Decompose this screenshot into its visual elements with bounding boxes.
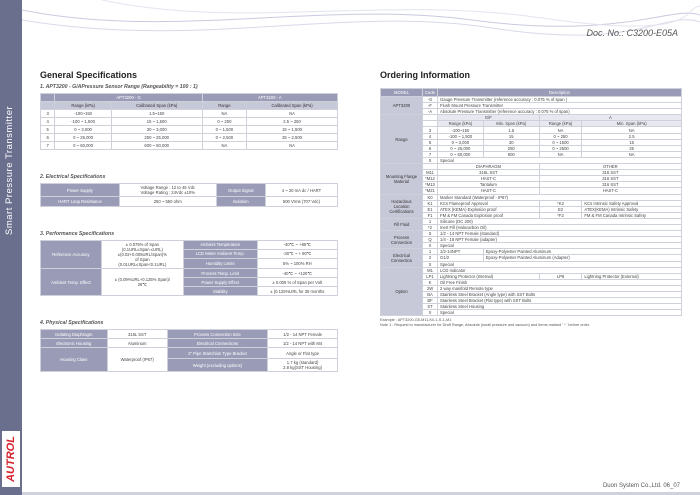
table-cell: 5 — [41, 126, 55, 134]
table-cell: Power Supply — [41, 184, 120, 197]
table-cell: HAST-C — [539, 188, 681, 194]
table-cell: 2.5 ~ 250 — [247, 118, 338, 126]
table-cell: Mounting Flange Material — [381, 164, 423, 194]
table-row — [41, 118, 338, 126]
table-cell: 1/2 - 14 NPT Female (standard) — [438, 231, 682, 237]
table-cell: E2 — [539, 206, 582, 212]
table-cell — [41, 94, 55, 102]
table-cell: LP1 — [423, 273, 438, 279]
ordering-information — [380, 70, 682, 328]
table-cell: 0 ~ 2500 — [539, 145, 582, 151]
table-cell: KCs Flameproof Approval — [438, 200, 540, 206]
table-cell: -40℃ ~ +85℃ — [257, 241, 337, 250]
table-row — [41, 269, 338, 278]
table-cell: G1/2 — [438, 255, 484, 261]
table-cell: FM & FM Canada Intrinsic Safety — [582, 212, 682, 218]
physical-table — [40, 329, 338, 372]
table-cell: 0 ~ 3,000 — [55, 126, 111, 134]
table-cell: G/F — [438, 115, 540, 121]
table-cell: APT3200 - G — [55, 94, 202, 102]
table-cell: NA — [247, 142, 338, 150]
table-cell: Silicone (DC 200) — [438, 218, 682, 224]
table-row — [381, 89, 682, 97]
table-cell: Special — [438, 157, 682, 163]
table-cell: 250 ~ 550 ohm — [119, 197, 216, 207]
table-cell: -100~150 — [438, 127, 484, 133]
table-cell: Description — [438, 89, 682, 97]
s3-heading: 3. Performance Specifications — [40, 231, 115, 237]
table-cell: 2 — [423, 255, 438, 261]
table-cell: Process Temp. Limit — [183, 269, 257, 278]
table-cell: 316 SST — [539, 182, 681, 188]
table-cell: 30 — [483, 139, 539, 145]
table-row — [41, 94, 338, 102]
table-cell: 2W — [423, 285, 438, 291]
table-cell: Ambient Temp. Effect — [41, 269, 102, 296]
table-cell: Min. Span (kPa) — [582, 121, 682, 127]
table-cell: Calibrated Span (kPa) — [111, 102, 202, 110]
table-cell: ± (0.09%URL+0.125% Span)/ 28℃ — [101, 269, 183, 296]
table-cell: F1 — [423, 212, 438, 218]
table-cell: BA — [423, 292, 438, 298]
footer-text: Duon System Co.,Ltd. 06_07 — [602, 483, 680, 489]
table-cell: Q — [423, 237, 438, 243]
s2-heading: 2. Electrical Specifications — [40, 174, 106, 180]
table-cell: X — [423, 310, 438, 316]
table-cell: *F2 — [539, 212, 582, 218]
table-row — [41, 241, 338, 250]
table-cell: ATEX(KEMA) Intrinsic Safety — [582, 206, 682, 212]
table-cell: Marker Standard (Waterproof - IP67) — [438, 194, 682, 200]
table-cell: 2" Pipe Stanchion Type Bracket — [167, 348, 267, 359]
table-cell: Oil Free Finish — [438, 279, 682, 285]
table-cell: 0 ~ 2,500 — [202, 134, 246, 142]
table-cell: Inert Fill (Halocarbon Oil) — [438, 224, 682, 230]
sidebar — [0, 0, 22, 495]
table-cell: ATEX (KEMA) Explosion proof — [438, 206, 540, 212]
table-cell: MODEL — [381, 89, 423, 97]
table-cell: Range — [381, 115, 423, 164]
table-cell: Special — [438, 243, 682, 249]
table-cell: Stainless Steel Bracket (Angle type) with SST Bolts — [438, 292, 682, 298]
table-cell: Range (kPa) — [539, 121, 582, 127]
table-cell: -G — [423, 97, 438, 103]
table-cell: Electrical Connection — [381, 249, 423, 267]
table-cell — [41, 102, 55, 110]
table-cell: Epoxy-Polyester Painted Aluminum (Adapter) — [483, 255, 681, 261]
table-cell: 600 — [483, 151, 539, 157]
table-cell: 0 ~ 250 — [202, 118, 246, 126]
table-cell: OTHER — [539, 164, 681, 170]
table-cell: 316 SST — [539, 170, 681, 176]
table-cell: 0 ~ 60,000 — [438, 151, 484, 157]
performance-table — [40, 240, 338, 296]
electrical-table — [40, 183, 338, 207]
table-cell: Humidity Limits — [183, 259, 257, 269]
table-cell: M11 — [423, 170, 438, 176]
table-cell: APT3200 - A — [202, 94, 337, 102]
sensor-range-table — [40, 93, 338, 150]
table-cell: 2.5 — [582, 133, 682, 139]
table-cell: BF — [423, 298, 438, 304]
table-cell: Isolation — [216, 197, 265, 207]
table-cell: 7 — [41, 142, 55, 150]
table-cell: 1/4 - 18 NPT Female (adapter) — [438, 237, 682, 243]
table-cell: 1 — [423, 218, 438, 224]
table-cell: Tantalum — [438, 182, 540, 188]
table-cell: 500 Vrms (707 Vdc) — [265, 197, 337, 207]
table-cell: Voltage Range : 12 to 45 Vdc Voltage Rating : 24Vdc ±10% — [119, 184, 216, 197]
table-cell: NA — [539, 151, 582, 157]
table-cell: 4 — [41, 118, 55, 126]
table-row — [41, 102, 338, 110]
table-cell: Special — [438, 261, 682, 267]
table-cell: ± 0.005 % of Span per Volt — [257, 278, 337, 287]
table-cell: 25 — [582, 145, 682, 151]
table-row — [41, 142, 338, 150]
table-cell: *K2 — [539, 200, 582, 206]
section-title: Ordering Information — [380, 70, 470, 80]
table-cell: 0 ~ 1,500 — [202, 126, 246, 134]
table-cell: Lightning Protector (Internal) — [438, 273, 540, 279]
table-cell: 1 — [423, 249, 438, 255]
table-cell: 1/2 - 14 NPT Female — [268, 330, 338, 339]
table-cell: -30℃ ~ + 80℃ — [257, 249, 337, 259]
table-cell: HAST-C — [438, 188, 540, 194]
table-cell: Gauge Pressure Transmitter (reference accuracy : 0.075 % of span ) — [438, 97, 682, 103]
table-cell: 0 ~ 25,000 — [438, 145, 484, 151]
table-cell: Ambient Temperature — [183, 241, 257, 250]
table-cell: LP8 — [539, 273, 582, 279]
table-cell: Fill Fluid — [381, 218, 423, 230]
table-cell: Process Connection Size — [167, 330, 267, 339]
table-cell: -100 ~ 1,500 — [438, 133, 484, 139]
table-cell: Range (kPa) — [438, 121, 484, 127]
s4-heading: 4. Physical Specifications — [40, 320, 104, 326]
table-cell: 6 — [423, 145, 438, 151]
table-row — [41, 126, 338, 134]
table-cell: Hazardous Location Certifications — [381, 194, 423, 218]
table-cell: X — [423, 261, 438, 267]
table-cell: E1 — [423, 206, 438, 212]
table-cell: NA — [582, 151, 682, 157]
table-cell: LCD Indicator — [438, 267, 682, 273]
table-cell: 3 — [423, 127, 438, 133]
table-cell: 0 ~ 25,000 — [55, 134, 111, 142]
table-cell: Waterproof (IP67) — [107, 348, 167, 372]
table-cell: LCD Meter Ambient Temp. — [183, 249, 257, 259]
table-cell: Reference Accuracy — [41, 241, 102, 269]
table-cell: -F — [423, 103, 438, 109]
table-cell: Weight (excluding options) — [167, 359, 267, 372]
table-cell: Electrical Connections — [167, 339, 267, 348]
table-cell: *2 — [423, 224, 438, 230]
table-cell: -100~150 — [55, 110, 111, 118]
section-title: General Specifications — [40, 70, 138, 80]
table-cell: NA — [202, 142, 246, 150]
table-cell: FM & FM Canada Explosion proof — [438, 212, 540, 218]
table-cell: A — [539, 115, 681, 121]
table-cell: 15 — [582, 139, 682, 145]
table-row — [41, 348, 338, 359]
table-cell: 4 — [423, 133, 438, 139]
s1-heading: 1. APT3200 - G/APressure Sensor Range (Rangeability = 100 : 1) — [40, 84, 198, 90]
table-cell: ST — [423, 304, 438, 310]
table-cell: X — [423, 243, 438, 249]
table-cell: Electronic Housing — [41, 339, 108, 348]
table-cell: M1 — [423, 267, 438, 273]
table-cell: Stainless Steel Bracket (Flat type) with SST Bolts — [438, 298, 682, 304]
table-cell: Option — [381, 267, 423, 316]
table-cell: Flush Mount Pressure Transmitter — [438, 103, 682, 109]
table-cell: -A — [423, 109, 438, 115]
table-cell: *M13 — [423, 182, 438, 188]
table-cell: *M12 — [423, 176, 438, 182]
table-cell: Process Connection — [381, 231, 423, 249]
table-cell: K0 — [423, 194, 438, 200]
table-cell: 3 — [41, 110, 55, 118]
table-cell: 316 SST — [539, 176, 681, 182]
table-cell: *M21 — [423, 188, 438, 194]
table-cell: Housing Class — [41, 348, 108, 372]
table-cell: X — [423, 157, 438, 163]
table-cell: 0 ~ 250 — [539, 133, 582, 139]
table-cell: 15 — [483, 133, 539, 139]
table-cell: Special — [438, 310, 682, 316]
table-cell: Stability — [183, 287, 257, 296]
table-cell: 250 ~ 25,000 — [111, 134, 202, 142]
table-cell: 0 ~ 3,000 — [438, 139, 484, 145]
table-cell: 1/2 - 14 NPT with M4 — [268, 339, 338, 348]
table-cell: Calibrated Span (kPa) — [247, 102, 338, 110]
table-cell: Absolute Pressure Transmitter (reference accuracy : 0.075 % of span) — [438, 109, 682, 115]
logo-text: AUTROL — [5, 436, 18, 482]
table-cell: 0 ~ 60,000 — [55, 142, 111, 150]
table-cell: K — [423, 279, 438, 285]
table-cell: 1.7 kg (standard) 2.8 kg(SST Housing) — [268, 359, 338, 372]
table-cell: DIAPHRAGM — [438, 164, 540, 170]
table-cell: 0 ~ 1500 — [539, 139, 582, 145]
table-cell: KCs Intrinsic Safety Approval — [582, 200, 682, 206]
table-cell: 2 way manifold Remote type — [438, 285, 682, 291]
table-cell: Output Signal — [216, 184, 265, 197]
table-cell: Code — [423, 89, 438, 97]
table-cell: 7 — [423, 151, 438, 157]
table-cell: 5 — [423, 139, 438, 145]
table-cell: 5% ~ 100% RH — [257, 259, 337, 269]
table-row — [41, 339, 338, 348]
table-cell: Aluminum — [107, 339, 167, 348]
table-row — [41, 110, 338, 118]
table-cell: ± 0.075% of Span (0.1URL≤Span ≤URL) ±(0.02+0.005URL/Span)% of Span (0.01URL≤Span<0.1URL) — [101, 241, 183, 269]
table-cell: -40℃ ~ +120℃ — [257, 269, 337, 278]
ordering-table — [380, 88, 682, 316]
order-example: Example : APT3200-G5-M11-K0-1-S-1-M1 — [380, 318, 452, 323]
table-cell: NA — [247, 110, 338, 118]
table-cell: 4 ~ 20 mA dc / HART — [265, 184, 337, 197]
vertical-title: Smart Pressure Transmitter — [4, 105, 15, 235]
autrol-logo — [2, 431, 20, 487]
table-cell: NA — [539, 127, 582, 133]
table-cell: HART Loop Resistance — [41, 197, 120, 207]
table-cell: 15 ~ 1,500 — [247, 126, 338, 134]
table-cell: Min. Span (kPa) — [483, 121, 539, 127]
table-cell: HAST-C — [438, 176, 540, 182]
table-cell: NA — [202, 110, 246, 118]
table-cell: 15 ~ 1,500 — [111, 118, 202, 126]
table-cell: ± (0.125%URL for 36 months — [257, 287, 337, 296]
table-cell: 1.5~150 — [111, 110, 202, 118]
table-cell: NA — [582, 127, 682, 133]
table-cell: -100 ~ 1,500 — [55, 118, 111, 126]
table-cell: 250 — [483, 145, 539, 151]
table-cell: Lightning Protector (External) — [582, 273, 682, 279]
table-cell: K1 — [423, 200, 438, 206]
table-cell: 600 ~ 60,000 — [111, 142, 202, 150]
table-row — [41, 184, 338, 197]
table-cell: 25 ~ 2,500 — [247, 134, 338, 142]
table-cell: Isolating Diaphragm — [41, 330, 108, 339]
table-row — [41, 330, 338, 339]
table-cell: Epoxy-Polyester Painted Aluminum — [483, 249, 681, 255]
table-cell: 316L SST — [107, 330, 167, 339]
table-cell: 316L SST — [438, 170, 540, 176]
table-cell: S — [423, 231, 438, 237]
doc-number: Doc. No.: C3200-E05A — [586, 28, 678, 38]
table-cell: Angle or Flat type — [268, 348, 338, 359]
order-note: Note 1 : Request to manufacturer for Draft Range, Absolute (small pressure and vacuum) and Items marked ' * ' before order. — [380, 323, 590, 328]
table-cell: Stainless Steel Housing — [438, 304, 682, 310]
table-cell: Range — [202, 102, 246, 110]
table-row — [381, 310, 682, 316]
table-row — [41, 197, 338, 207]
table-cell: Range (kPa) — [55, 102, 111, 110]
table-cell: Power Supply Effect — [183, 278, 257, 287]
table-row — [41, 134, 338, 142]
general-specifications — [40, 70, 338, 372]
table-cell: 30 ~ 3,000 — [111, 126, 202, 134]
table-cell: 6 — [41, 134, 55, 142]
table-cell: 1/2-14NPT — [438, 249, 484, 255]
table-cell: 1.5 — [483, 127, 539, 133]
table-cell: APT3200 — [381, 97, 423, 115]
